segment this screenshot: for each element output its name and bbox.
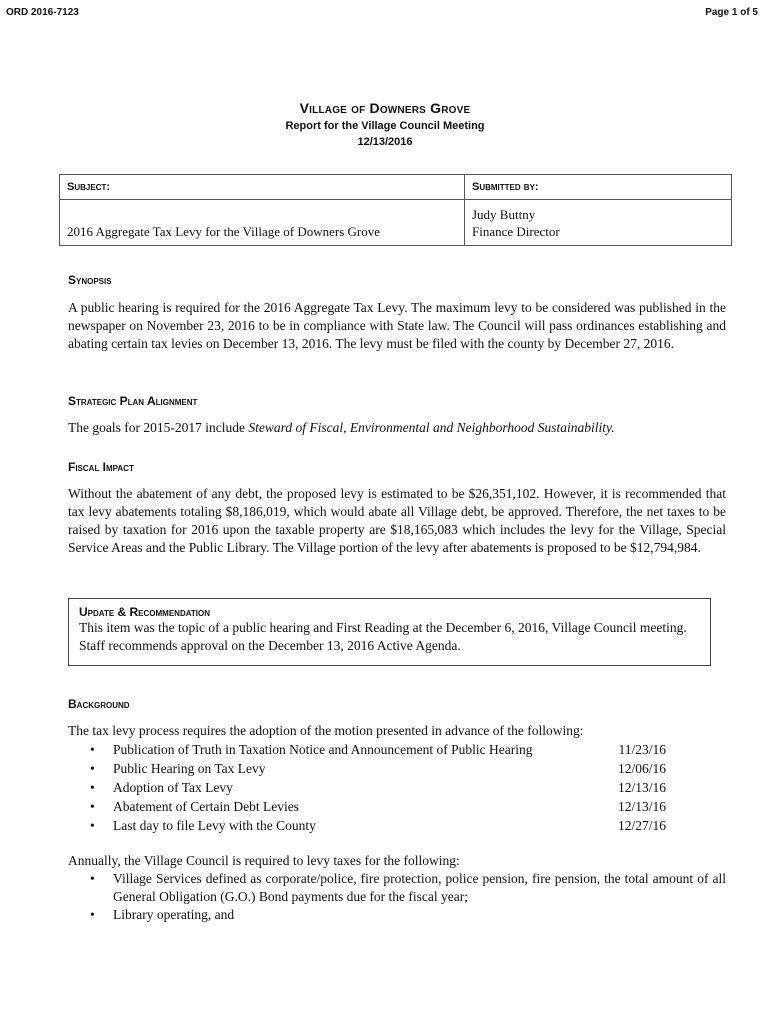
levy-process-list	[68, 740, 668, 835]
list-item-date: 12/13/16	[617, 780, 666, 795]
list-item-label: Adoption of Tax Levy	[113, 780, 233, 795]
fiscal-heading: Fiscal Impact	[68, 460, 134, 474]
update-heading: Update & Recommendation	[79, 605, 211, 619]
page-title: Village of Downers Grove	[299, 100, 471, 116]
list-item	[68, 797, 668, 816]
annual-intro: Annually, the Village Council is required to levy taxes for the following:	[68, 853, 460, 868]
synopsis-heading: Synopsis	[68, 273, 112, 287]
title-block	[0, 100, 770, 148]
update-text: This item was the topic of a public hearing and First Reading at the December 6, 2016, Village Council meeting. Staff recommends approval on the December 13, 2016 Active Agenda.	[79, 620, 687, 653]
bullet: •	[90, 871, 95, 886]
list-item	[68, 778, 668, 797]
bullet: •	[90, 742, 95, 757]
list-item-label: Public Hearing on Tax Levy	[113, 761, 266, 776]
bullet: •	[90, 799, 95, 814]
submitter-title: Finance Director	[472, 224, 560, 239]
list-item-date: 12/27/16	[617, 818, 666, 833]
background-intro: The tax levy process requires the adoption of the motion presented in advance of the following:	[68, 723, 584, 738]
list-item	[68, 870, 726, 906]
list-item	[68, 816, 668, 835]
annual-levy-list	[68, 870, 726, 924]
list-item	[68, 759, 668, 778]
document-id: ORD 2016-7123	[6, 7, 79, 18]
meeting-date: 12/13/2016	[357, 136, 413, 148]
list-item-label: Last day to file Levy with the County	[113, 818, 316, 833]
bullet: •	[90, 907, 95, 922]
strategic-text-goal: Steward of Fiscal, Environmental and Neighborhood Sustainability.	[248, 420, 615, 435]
fiscal-text: Without the abatement of any debt, the proposed levy is estimated to be $26,351,102. However, it is recommended that tax levy abatements totaling $8,186,019, which would abate all Village debt, be approved. Therefore, the net taxes to be raised by taxation for 2016 upon the taxable property are $18,165,083 which includes the levy for the Village, Special Service Areas and the Public Library. The Village portion of the levy after abatements is proposed to be $12,794,984.	[68, 486, 726, 555]
strategic-heading: Strategic Plan Alignment	[68, 394, 198, 408]
synopsis-text: A public hearing is required for the 2016 Aggregate Tax Levy. The maximum levy to be considered was published in the newspaper on November 23, 2016 to be in compliance with State law. The Council will pass ordinances establishing and abating certain tax levies on December 13, 2016. The levy must be filed with the county by December 27, 2016.	[68, 300, 726, 351]
list-item-date: 11/23/16	[618, 742, 666, 757]
submitted-by-label: Submitted by:	[465, 175, 732, 200]
list-item-text: Village Services defined as corporate/police, fire protection, police pension, fire pension, the total amount of all General Obligation (G.O.) Bond payments due for the fiscal year;	[113, 871, 726, 904]
bullet: •	[90, 780, 95, 795]
update-recommendation-box	[68, 598, 711, 666]
list-item-label: Abatement of Certain Debt Levies	[113, 799, 299, 814]
bullet: •	[90, 761, 95, 776]
submitter-name: Judy Buttny	[472, 207, 536, 222]
subject-table	[59, 174, 732, 246]
page-number: Page 1 of 5	[705, 7, 758, 18]
list-item	[68, 740, 668, 759]
strategic-text-prefix: The goals for 2015-2017 include	[68, 420, 249, 435]
list-item	[68, 906, 726, 924]
subject-value: 2016 Aggregate Tax Levy for the Village of Downers Grove	[60, 200, 465, 246]
strategic-text	[68, 419, 726, 437]
submitted-by-value	[465, 200, 732, 246]
page-subtitle: Report for the Village Council Meeting	[285, 120, 485, 132]
subject-label: Subject:	[60, 175, 465, 200]
list-item-date: 12/13/16	[617, 799, 666, 814]
list-item-text: Library operating, and	[113, 907, 235, 922]
background-heading: Background	[68, 697, 130, 711]
bullet: •	[90, 818, 95, 833]
list-item-date: 12/06/16	[617, 761, 666, 776]
list-item-label: Publication of Truth in Taxation Notice and Announcement of Public Hearing	[113, 742, 533, 757]
